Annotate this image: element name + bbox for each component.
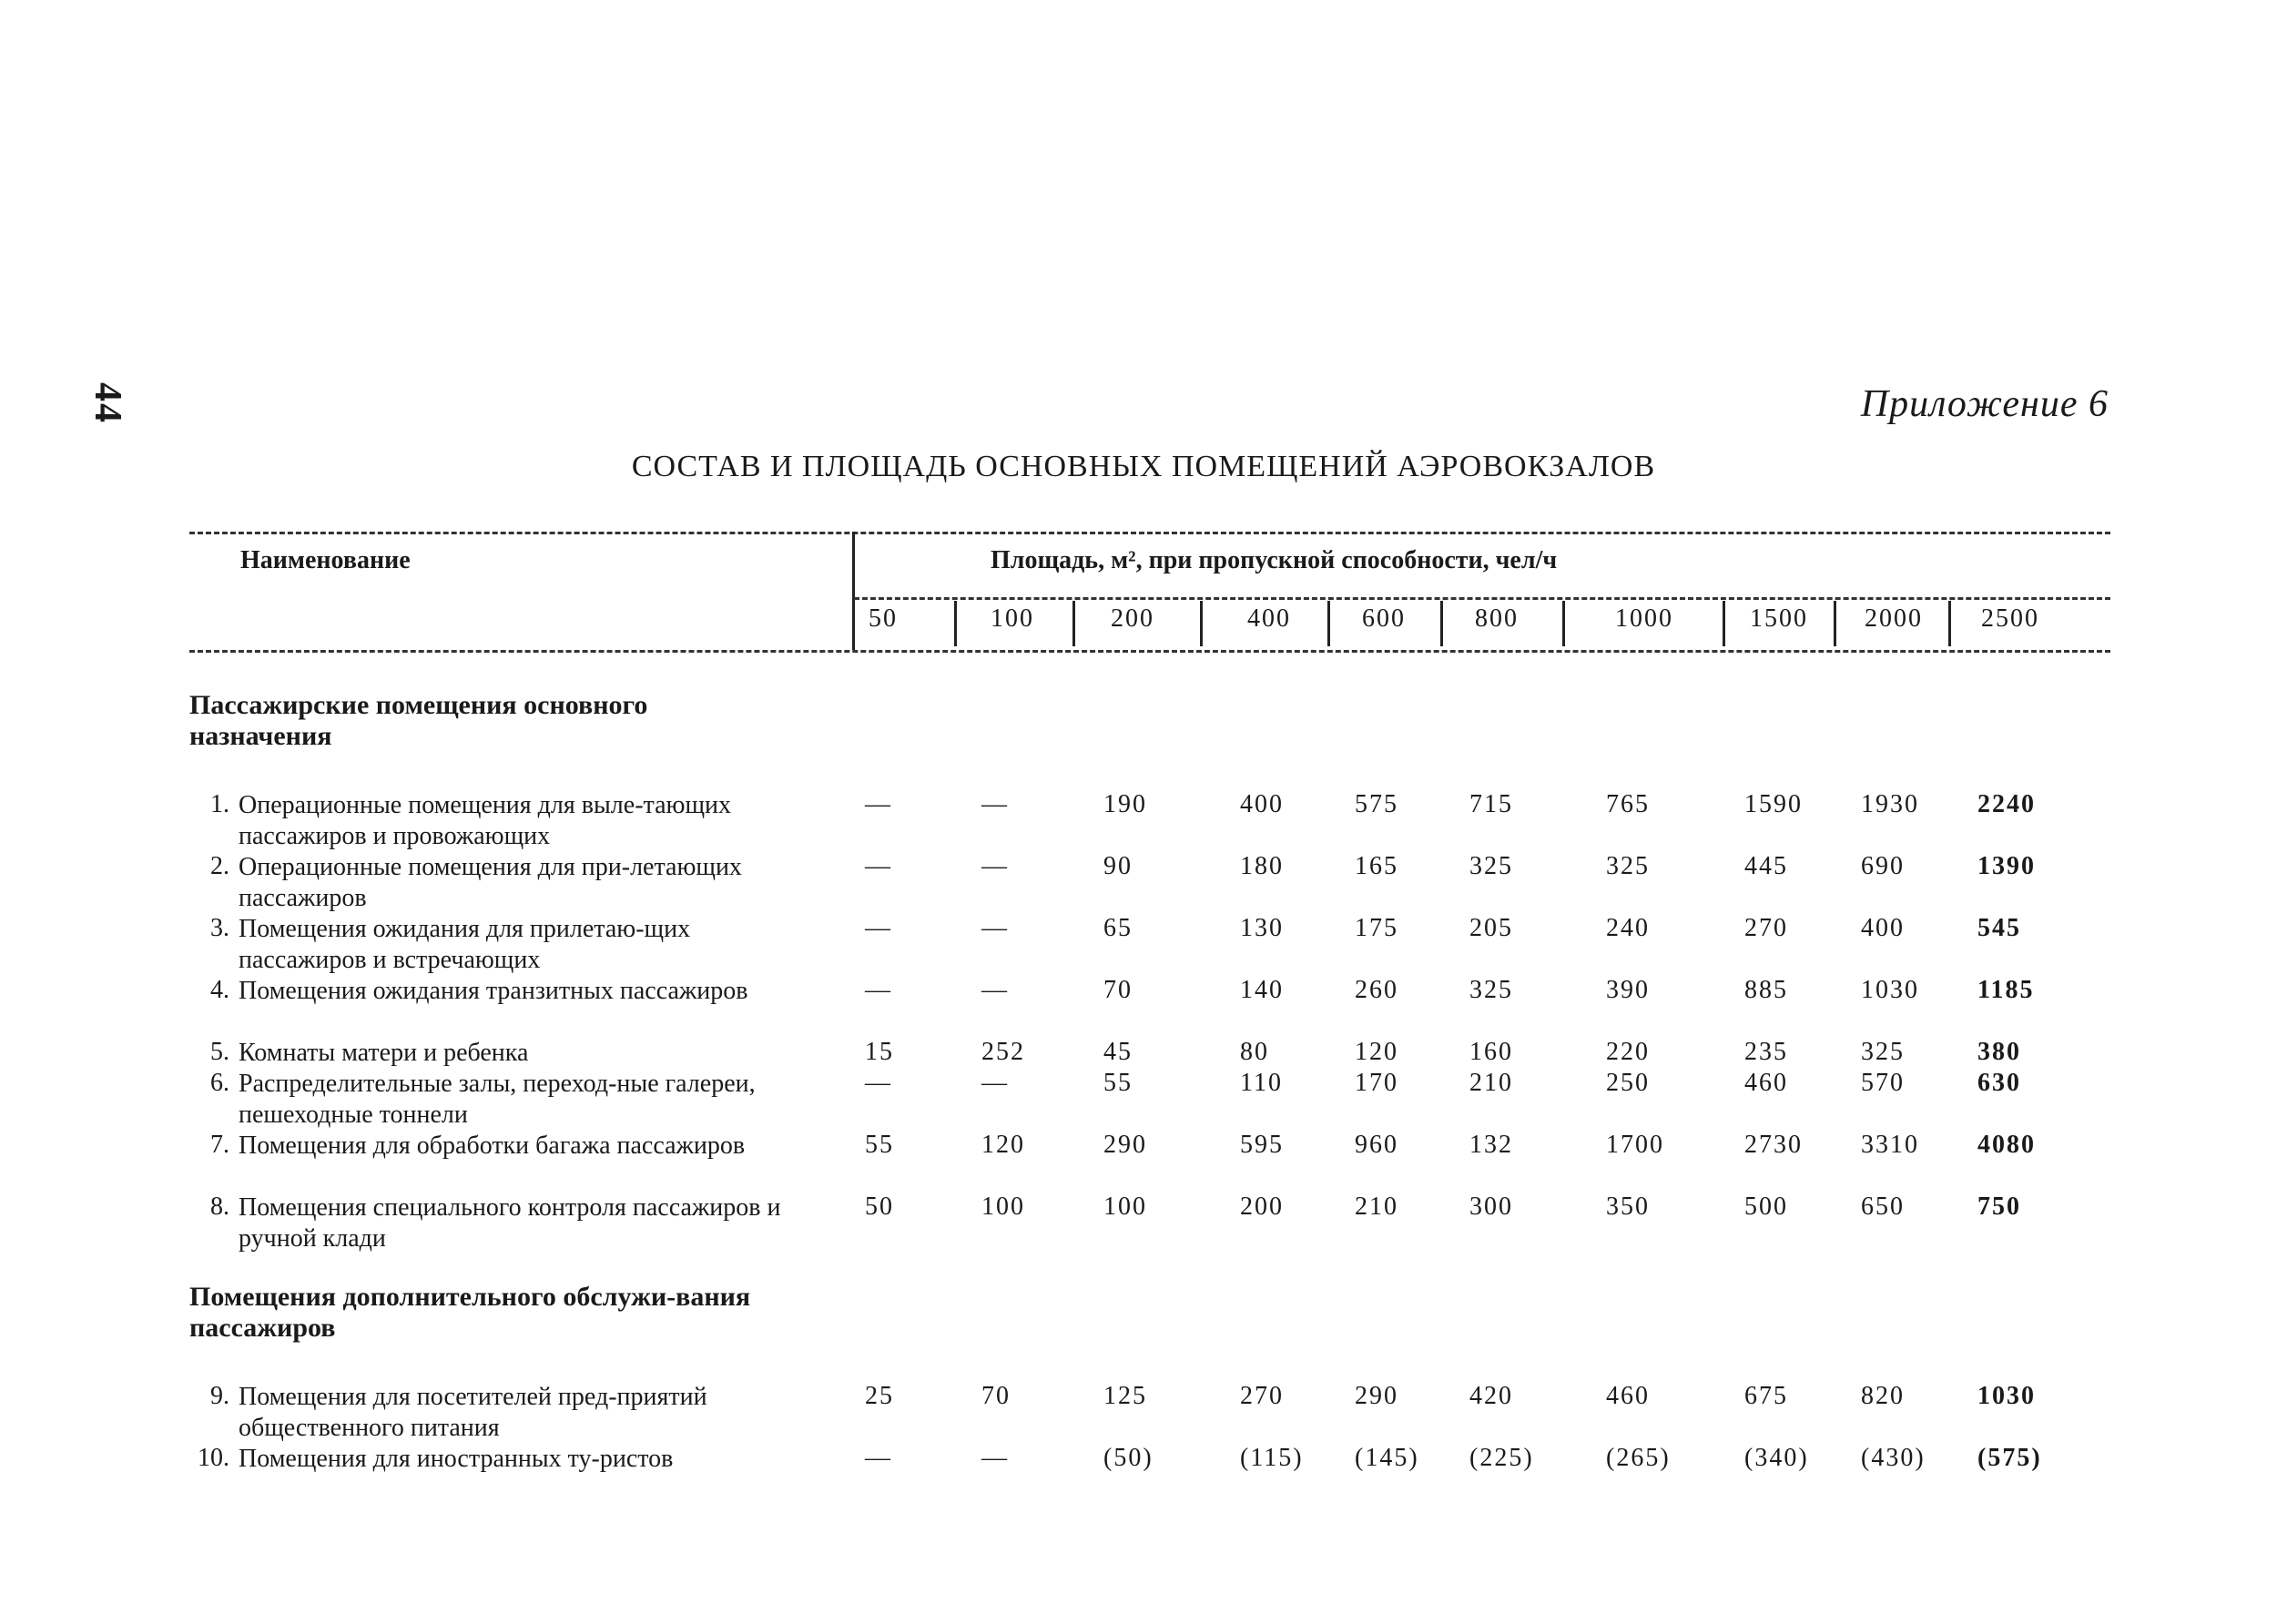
row-value: 110	[1240, 1069, 1283, 1097]
row-number: 5.	[210, 1038, 229, 1066]
row-name: Операционные помещения для выле-тающих пассажиров и провожающих	[239, 791, 731, 850]
appendix-label: Приложение 6	[1860, 383, 2109, 425]
row-value: —	[981, 976, 1009, 1004]
row-value: 240	[1606, 914, 1650, 942]
row-value: (340)	[1744, 1444, 1809, 1472]
row-value: 65	[1103, 914, 1133, 942]
row-value: 765	[1606, 790, 1650, 818]
row-value: 290	[1103, 1131, 1147, 1159]
row-value: 650	[1861, 1193, 1905, 1221]
capacity-header-cell: 800	[1475, 604, 1519, 633]
row-value: 300	[1469, 1193, 1513, 1221]
row-value: 235	[1744, 1038, 1788, 1066]
row-value: 160	[1469, 1038, 1513, 1066]
row-value: 190	[1103, 790, 1147, 818]
row-value: 70	[1103, 976, 1133, 1004]
row-value: 690	[1861, 852, 1905, 880]
capacity-divider	[1200, 601, 1203, 646]
row-number: 6.	[210, 1069, 229, 1097]
row-value: —	[865, 852, 892, 880]
header-name-col: Наименование	[240, 546, 411, 574]
capacity-header-cell: 200	[1111, 604, 1154, 633]
row-value: 820	[1861, 1382, 1905, 1410]
capacity-divider	[1723, 601, 1725, 646]
row-value: 595	[1240, 1131, 1284, 1159]
row-value: 260	[1355, 976, 1398, 1004]
row-value: 45	[1103, 1038, 1133, 1066]
row-value: 1590	[1744, 790, 1803, 818]
row-value: 325	[1606, 852, 1650, 880]
row-value: —	[865, 1069, 892, 1097]
row-value: 960	[1355, 1131, 1398, 1159]
row-value: 885	[1744, 976, 1788, 1004]
row-number: 4.	[210, 976, 229, 1004]
row-number: 9.	[210, 1382, 229, 1410]
row-name: Помещения специального контроля пассажиров и ручной клади	[239, 1193, 781, 1253]
row-value: (145)	[1355, 1444, 1419, 1472]
row-value: 500	[1744, 1193, 1788, 1221]
header-area-col: Площадь, м², при пропускной способности, чел/ч	[991, 546, 1558, 574]
row-number: 7.	[210, 1131, 229, 1159]
row-value: 750	[1977, 1193, 2021, 1221]
capacity-divider	[1834, 601, 1836, 646]
row-value: 3310	[1861, 1131, 1919, 1159]
row-value: 180	[1240, 852, 1284, 880]
row-value: 290	[1355, 1382, 1398, 1410]
row-value: 2730	[1744, 1131, 1803, 1159]
row-value: 390	[1606, 976, 1650, 1004]
capacity-divider	[954, 601, 957, 646]
row-value: 350	[1606, 1193, 1650, 1221]
row-name: Распределительные залы, переход-ные галереи, пешеходные тоннели	[239, 1070, 756, 1129]
row-value: 1390	[1977, 852, 2036, 880]
row-value: 630	[1977, 1069, 2021, 1097]
row-value: 25	[865, 1382, 894, 1410]
row-number: 3.	[210, 914, 229, 942]
row-value: (575)	[1977, 1444, 2042, 1472]
header-mid-rule	[854, 597, 2110, 600]
row-value: 570	[1861, 1069, 1905, 1097]
row-name: Помещения для иностранных ту-ристов	[239, 1445, 674, 1473]
row-value: 125	[1103, 1382, 1147, 1410]
row-value: 4080	[1977, 1131, 2036, 1159]
row-value: 420	[1469, 1382, 1513, 1410]
capacity-divider	[1072, 601, 1075, 646]
row-value: 175	[1355, 914, 1398, 942]
row-value: 1930	[1861, 790, 1919, 818]
row-value: 380	[1977, 1038, 2021, 1066]
row-value: 80	[1240, 1038, 1269, 1066]
row-value: 1185	[1977, 976, 2035, 1004]
capacity-divider	[1562, 601, 1565, 646]
row-value: 460	[1606, 1382, 1650, 1410]
row-value: 575	[1355, 790, 1398, 818]
row-value: 120	[981, 1131, 1025, 1159]
capacity-header-cell: 2000	[1865, 604, 1923, 633]
row-value: 100	[1103, 1193, 1147, 1221]
row-value: 400	[1861, 914, 1905, 942]
row-number: 1.	[210, 790, 229, 818]
row-name: Помещения ожидания для прилетаю-щих пассажиров и встречающих	[239, 915, 691, 974]
row-name: Помещения для посетителей пред-приятий общественного питания	[239, 1383, 707, 1442]
capacity-divider	[1948, 601, 1951, 646]
page-title: СОСТАВ И ПЛОЩАДЬ ОСНОВНЫХ ПОМЕЩЕНИЙ АЭРОВОКЗАЛОВ	[631, 450, 1656, 483]
row-name: Помещения для обработки багажа пассажиров	[239, 1132, 746, 1160]
row-value: 15	[865, 1038, 894, 1066]
row-value: 270	[1744, 914, 1788, 942]
row-value: 1030	[1977, 1382, 2036, 1410]
row-number: 2.	[210, 852, 229, 880]
row-value: 205	[1469, 914, 1513, 942]
row-value: (115)	[1240, 1444, 1304, 1472]
row-value: 50	[865, 1193, 894, 1221]
row-value: —	[981, 914, 1009, 942]
row-value: (50)	[1103, 1444, 1154, 1472]
row-value: 445	[1744, 852, 1788, 880]
row-value: (265)	[1606, 1444, 1671, 1472]
capacity-divider	[1440, 601, 1443, 646]
row-value: 325	[1861, 1038, 1905, 1066]
page-number: 44	[86, 382, 128, 424]
row-value: 715	[1469, 790, 1513, 818]
row-value: 140	[1240, 976, 1284, 1004]
row-value: —	[865, 790, 892, 818]
row-value: 120	[1355, 1038, 1398, 1066]
row-value: 132	[1469, 1131, 1513, 1159]
row-value: 200	[1240, 1193, 1284, 1221]
row-value: —	[865, 976, 892, 1004]
row-value: 545	[1977, 914, 2021, 942]
row-value: 165	[1355, 852, 1398, 880]
header-top-rule	[189, 532, 2110, 534]
row-value: —	[981, 1069, 1009, 1097]
row-value: —	[981, 852, 1009, 880]
capacity-header-cell: 1500	[1750, 604, 1808, 633]
row-value: 130	[1240, 914, 1284, 942]
header-divider	[852, 532, 855, 650]
capacity-header-cell: 50	[869, 604, 898, 633]
section-title: Пассажирские помещения основного назначения	[189, 690, 648, 751]
row-value: 220	[1606, 1038, 1650, 1066]
row-value: 210	[1355, 1193, 1398, 1221]
row-value: 90	[1103, 852, 1133, 880]
capacity-header-cell: 2500	[1981, 604, 2039, 633]
header-bottom-rule	[189, 650, 2110, 653]
row-value: —	[981, 790, 1009, 818]
capacity-header-cell: 400	[1247, 604, 1291, 633]
row-value: 55	[865, 1131, 894, 1159]
row-value: —	[981, 1444, 1009, 1472]
row-value: 325	[1469, 852, 1513, 880]
row-value: 250	[1606, 1069, 1650, 1097]
row-value: 270	[1240, 1382, 1284, 1410]
row-value: 252	[981, 1038, 1025, 1066]
row-value: 100	[981, 1193, 1025, 1221]
row-value: 210	[1469, 1069, 1513, 1097]
row-name: Комнаты матери и ребенка	[239, 1039, 529, 1067]
row-name: Операционные помещения для при-летающих пассажиров	[239, 853, 742, 912]
capacity-header-cell: 100	[991, 604, 1034, 633]
row-number: 8.	[210, 1193, 229, 1221]
row-value: 70	[981, 1382, 1011, 1410]
capacity-divider	[1327, 601, 1330, 646]
row-value: 460	[1744, 1069, 1788, 1097]
capacity-header-cell: 1000	[1615, 604, 1673, 633]
row-value: 325	[1469, 976, 1513, 1004]
row-value: 2240	[1977, 790, 2036, 818]
row-value: 675	[1744, 1382, 1788, 1410]
row-value: 55	[1103, 1069, 1133, 1097]
capacity-header-cell: 600	[1362, 604, 1406, 633]
row-value: 170	[1355, 1069, 1398, 1097]
row-value: —	[865, 1444, 892, 1472]
row-value: 400	[1240, 790, 1284, 818]
row-value: —	[865, 914, 892, 942]
row-value: 1700	[1606, 1131, 1664, 1159]
row-name: Помещения ожидания транзитных пассажиров	[239, 977, 748, 1005]
row-value: (430)	[1861, 1444, 1926, 1472]
section-title: Помещения дополнительного обслужи-вания пассажиров	[189, 1282, 751, 1343]
row-value: 1030	[1861, 976, 1919, 1004]
row-number: 10.	[198, 1444, 229, 1472]
row-value: (225)	[1469, 1444, 1534, 1472]
